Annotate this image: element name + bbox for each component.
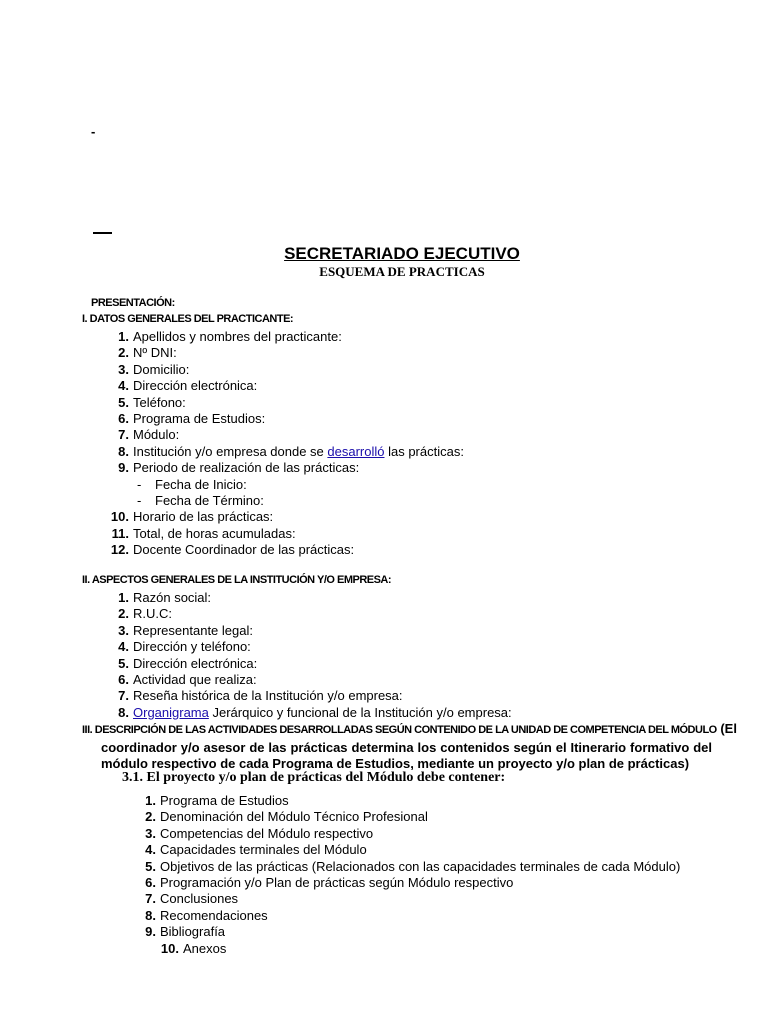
list-item-link[interactable]: Organigrama bbox=[133, 704, 209, 720]
list-item-number: 8. bbox=[118, 443, 129, 459]
list-item-text: Teléfono: bbox=[133, 394, 186, 410]
list-item-number: 9. bbox=[145, 924, 156, 940]
list-item bbox=[131, 891, 238, 907]
list-item-number: 8. bbox=[145, 907, 156, 923]
list-item-text: Bibliografía bbox=[160, 924, 226, 940]
list-item-number: 9. bbox=[118, 460, 129, 476]
list-item-text: R.U.C: bbox=[133, 606, 172, 622]
list-item-link[interactable]: desarrolló bbox=[327, 443, 385, 459]
list-item bbox=[104, 639, 251, 655]
list-item bbox=[104, 542, 354, 558]
list-item bbox=[104, 460, 359, 476]
list-item-number: 7. bbox=[118, 688, 129, 704]
list-item bbox=[131, 924, 225, 940]
list-item bbox=[104, 672, 257, 688]
list-item-text: Programa de Estudios bbox=[160, 793, 289, 808]
list-item-number: 7. bbox=[145, 891, 156, 907]
list-item bbox=[104, 362, 189, 378]
list-item bbox=[131, 908, 268, 924]
presentation-heading: PRESENTACIÓN: bbox=[91, 297, 175, 309]
section-3-heading-text: III. DESCRIPCIÓN DE LAS ACTIVIDADES DESARROLLADAS SEGÚN CONTENIDO DE LA UNIDAD DE COMPETENCIA DEL MÓDULO bbox=[82, 724, 717, 736]
list-item-number: 2. bbox=[145, 809, 156, 825]
list-item-number: 7. bbox=[118, 427, 129, 443]
list-item-dash: - bbox=[137, 493, 142, 508]
list-item-number: 6. bbox=[118, 672, 129, 687]
list-item-text: Dirección electrónica: bbox=[133, 378, 258, 394]
list-item-text: Dirección y teléfono: bbox=[133, 639, 251, 655]
list-item-number: 1. bbox=[118, 329, 129, 344]
list-item-text: Módulo: bbox=[133, 427, 180, 443]
list-item-dash: - bbox=[137, 476, 142, 492]
list-item-number: 3. bbox=[118, 622, 129, 638]
section-3-heading-tail: (El bbox=[716, 721, 737, 736]
list-item-text: Jerárquico y funcional de la Institución y/o empresa: bbox=[208, 704, 512, 720]
list-item-text: Domicilio: bbox=[133, 361, 190, 377]
list-item bbox=[131, 793, 289, 809]
section-3-1-subheading: 3.1. El proyecto y/o plan de prácticas del Módulo debe contener: bbox=[122, 770, 506, 785]
list-item bbox=[131, 859, 680, 875]
list-item-number: 1. bbox=[145, 793, 156, 808]
list-item-number: 2. bbox=[118, 345, 129, 361]
section-1-heading: I. DATOS GENERALES DEL PRACTICANTE: bbox=[82, 313, 294, 325]
list-item-number: 6. bbox=[145, 875, 156, 890]
list-item-text: las prácticas: bbox=[384, 443, 464, 459]
list-item-number: 3. bbox=[118, 361, 129, 377]
list-item bbox=[104, 427, 179, 443]
list-item-number: 2. bbox=[118, 606, 129, 622]
document-title: SECRETARIADO EJECUTIVO bbox=[284, 244, 520, 263]
list-item bbox=[131, 941, 226, 957]
list-item bbox=[131, 875, 513, 891]
list-item bbox=[137, 477, 247, 493]
list-item bbox=[104, 411, 265, 427]
list-item bbox=[104, 656, 257, 672]
list-item-number: 4. bbox=[145, 842, 156, 858]
list-item bbox=[104, 329, 342, 345]
list-item-text: Capacidades terminales del Módulo bbox=[160, 842, 367, 858]
list-item-text: Anexos bbox=[183, 940, 227, 956]
list-item-number: 5. bbox=[118, 655, 129, 671]
list-item bbox=[104, 623, 253, 639]
list-item bbox=[104, 590, 211, 606]
list-item-text: Periodo de realización de las prácticas: bbox=[133, 460, 360, 476]
list-item bbox=[104, 444, 464, 460]
stray-dash-mark: - bbox=[91, 124, 96, 139]
list-item-text: Fecha de Inicio: bbox=[155, 476, 247, 492]
list-item-text: Recomendaciones bbox=[160, 907, 268, 923]
list-item bbox=[104, 606, 172, 622]
list-item bbox=[131, 842, 367, 858]
list-item-text: Conclusiones bbox=[160, 891, 239, 907]
list-item-text: Objetivos de las prácticas (Relacionados con las capacidades terminales de cada Módulo) bbox=[160, 858, 681, 874]
list-item-text: Institución y/o empresa donde se bbox=[133, 443, 328, 459]
list-item-number: 11. bbox=[111, 525, 129, 541]
list-item-number: 5. bbox=[145, 858, 156, 874]
list-item-text: Representante legal: bbox=[133, 622, 253, 638]
list-item bbox=[104, 345, 177, 361]
stray-underline-mark bbox=[93, 232, 112, 234]
list-item-number: 5. bbox=[118, 394, 129, 410]
list-item-text: Actividad que realiza: bbox=[133, 672, 257, 687]
list-item-number: 4. bbox=[118, 639, 129, 655]
list-item bbox=[104, 705, 512, 721]
list-item-number: 12. bbox=[110, 542, 129, 558]
list-item bbox=[104, 395, 186, 411]
list-item bbox=[137, 493, 264, 509]
section-3-paragraph: coordinador y/o asesor de las prácticas determina los contenidos según el Itinerario formativo del módulo respectivo de cada Programa de Estudios, mediante un proyecto y/o plan de prácticas) bbox=[101, 740, 712, 771]
list-item bbox=[104, 378, 257, 394]
list-item-number: 3. bbox=[145, 825, 156, 841]
document-subtitle: ESQUEMA DE PRACTICAS bbox=[319, 264, 485, 279]
list-item-text: Reseña histórica de la Institución y/o empresa: bbox=[133, 688, 403, 704]
list-item bbox=[104, 688, 403, 704]
list-item bbox=[104, 509, 273, 525]
list-item-text: Competencias del Módulo respectivo bbox=[160, 825, 374, 841]
list-item-number: 8. bbox=[118, 704, 129, 720]
list-item-text: Total, de horas acumuladas: bbox=[133, 525, 296, 541]
list-item-text: Docente Coordinador de las prácticas: bbox=[133, 542, 355, 558]
list-item bbox=[131, 809, 428, 825]
list-item-text: Denominación del Módulo Técnico Profesional bbox=[160, 809, 428, 825]
list-item bbox=[131, 826, 373, 842]
list-item-text: Nº DNI: bbox=[133, 345, 177, 361]
list-item-number: 1. bbox=[118, 590, 129, 605]
section-3-heading bbox=[82, 721, 737, 736]
list-item-number: 6. bbox=[118, 411, 129, 426]
list-item bbox=[104, 526, 296, 542]
list-item-number: 10. bbox=[110, 509, 129, 525]
list-item-text: Apellidos y nombres del practicante: bbox=[133, 329, 342, 344]
list-item-text: Programación y/o Plan de prácticas según Módulo respectivo bbox=[160, 875, 514, 890]
section-2-heading: II. ASPECTOS GENERALES DE LA INSTITUCIÓN Y/O EMPRESA: bbox=[82, 574, 392, 586]
list-item-number: 4. bbox=[118, 378, 129, 394]
list-item-text: Razón social: bbox=[133, 590, 212, 605]
list-item-text: Fecha de Término: bbox=[155, 493, 264, 508]
list-item-text: Dirección electrónica: bbox=[133, 655, 258, 671]
list-item-text: Programa de Estudios: bbox=[133, 411, 266, 426]
list-item-number: 10. bbox=[160, 940, 179, 956]
list-item-text: Horario de las prácticas: bbox=[133, 509, 274, 525]
